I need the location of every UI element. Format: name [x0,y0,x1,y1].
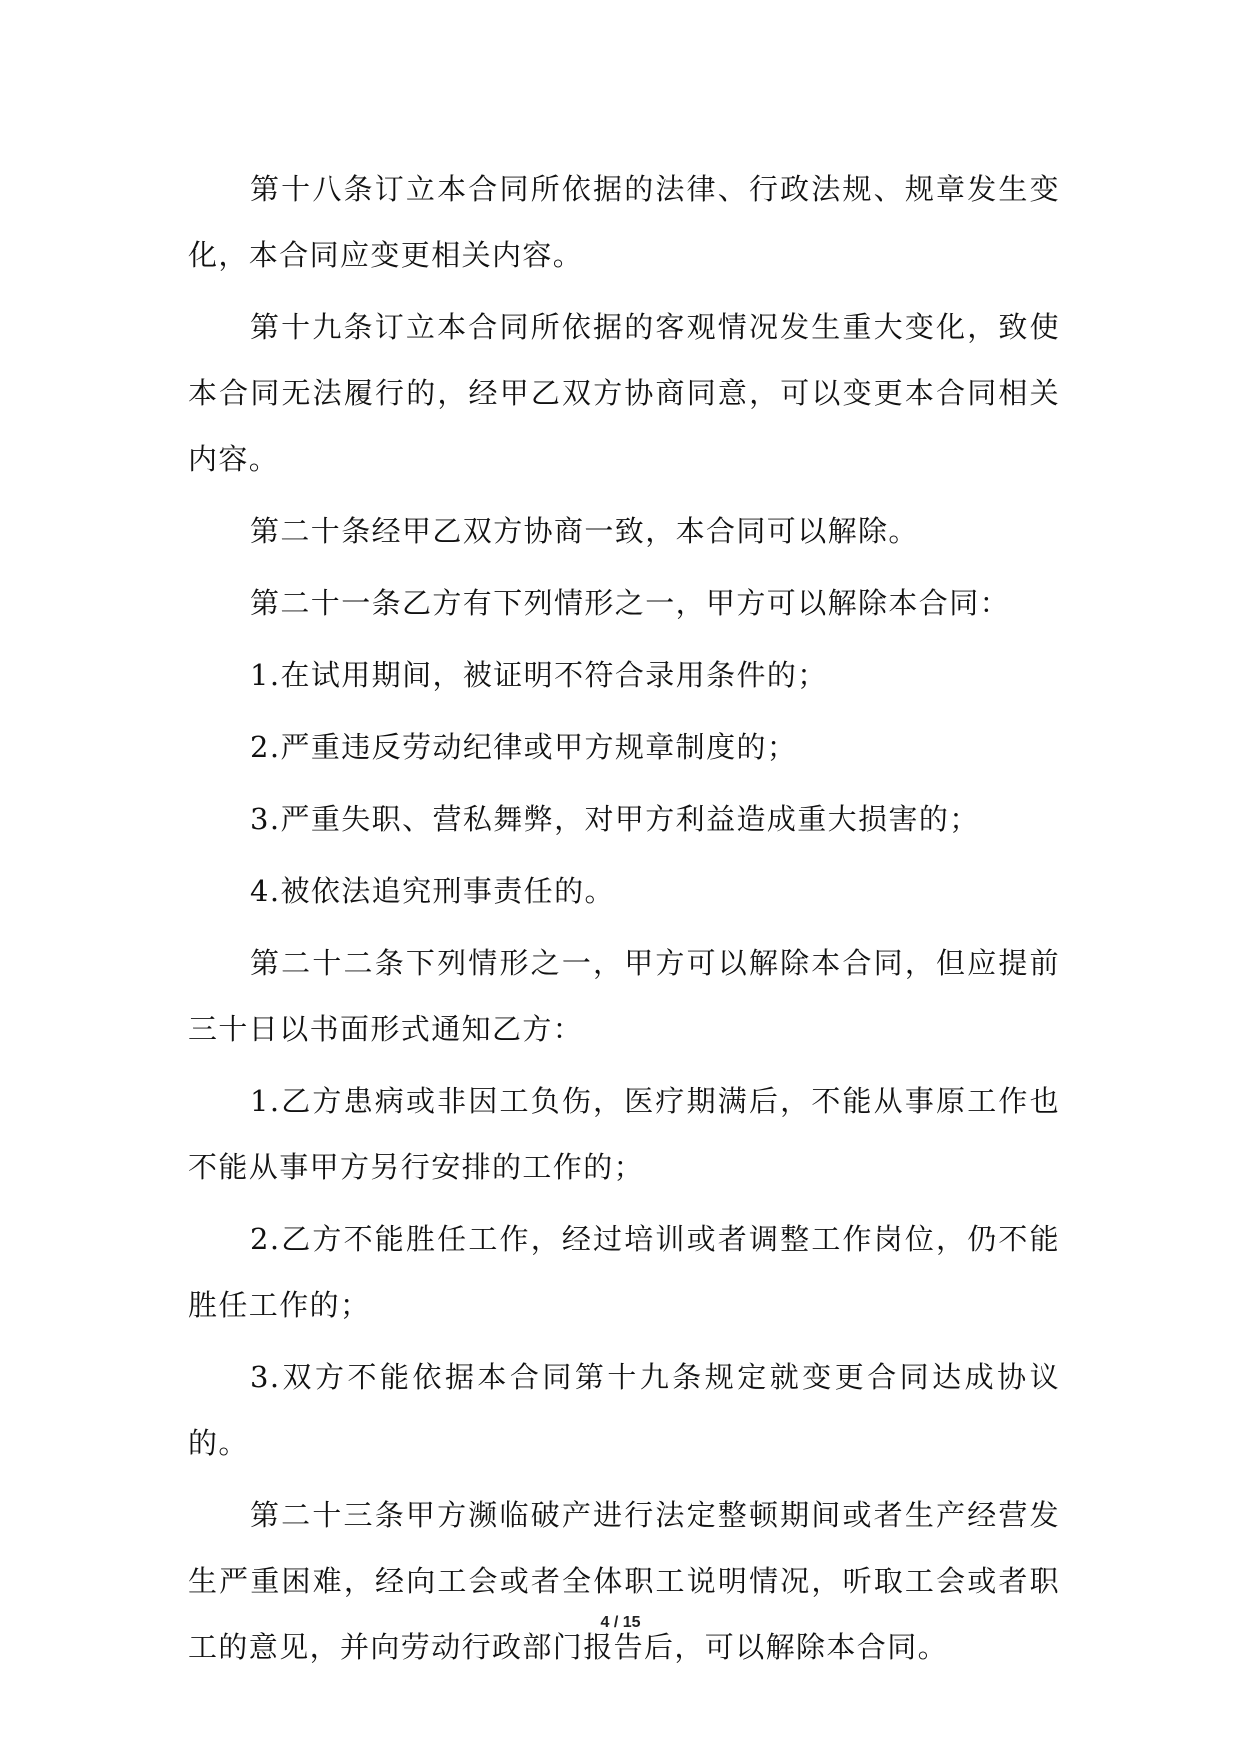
clause-22-item-2: 2.乙方不能胜任工作，经过培训或者调整工作岗位，仍不能胜任工作的； [188,1222,1060,1322]
clause-20-paragraph: 第二十条经甲乙双方协商一致，本合同可以解除。 [250,514,919,548]
page-number: 4 / 15 [600,1614,641,1631]
clause-21-item-2: 2.严重违反劳动纪律或甲方规章制度的； [250,730,798,764]
clause-19-paragraph: 第十九条订立本合同所依据的客观情况发生重大变化，致使本合同无法履行的，经甲乙双方协商同意，可以变更本合同相关内容。 [188,310,1060,476]
clause-21-item-4: 4.被依法追究刑事责任的。 [250,874,615,908]
clause-21-item-1: 1.在试用期间，被证明不符合录用条件的； [250,658,828,692]
clause-21-item-3: 3.严重失职、营私舞弊，对甲方利益造成重大损害的； [250,802,980,836]
clause-18-paragraph: 第十八条订立本合同所依据的法律、行政法规、规章发生变化，本合同应变更相关内容。 [188,172,1060,272]
clause-21-paragraph: 第二十一条乙方有下列情形之一，甲方可以解除本合同： [250,586,1011,620]
clause-22-item-3: 3.双方不能依据本合同第十九条规定就变更合同达成协议的。 [188,1360,1060,1460]
clause-22-paragraph: 第二十二条下列情形之一，甲方可以解除本合同，但应提前三十日以书面形式通知乙方： [188,946,1060,1046]
document-body [188,156,1060,1686]
clause-23-paragraph: 第二十三条甲方濒临破产进行法定整顿期间或者生产经营发生严重困难，经向工会或者全体职工说明情况，听取工会或者职工的意见，并向劳动行政部门报告后，可以解除本合同。 [188,1498,1060,1664]
clause-22-item-1: 1.乙方患病或非因工负伤，医疗期满后，不能从事原工作也不能从事甲方另行安排的工作的； [188,1084,1060,1184]
